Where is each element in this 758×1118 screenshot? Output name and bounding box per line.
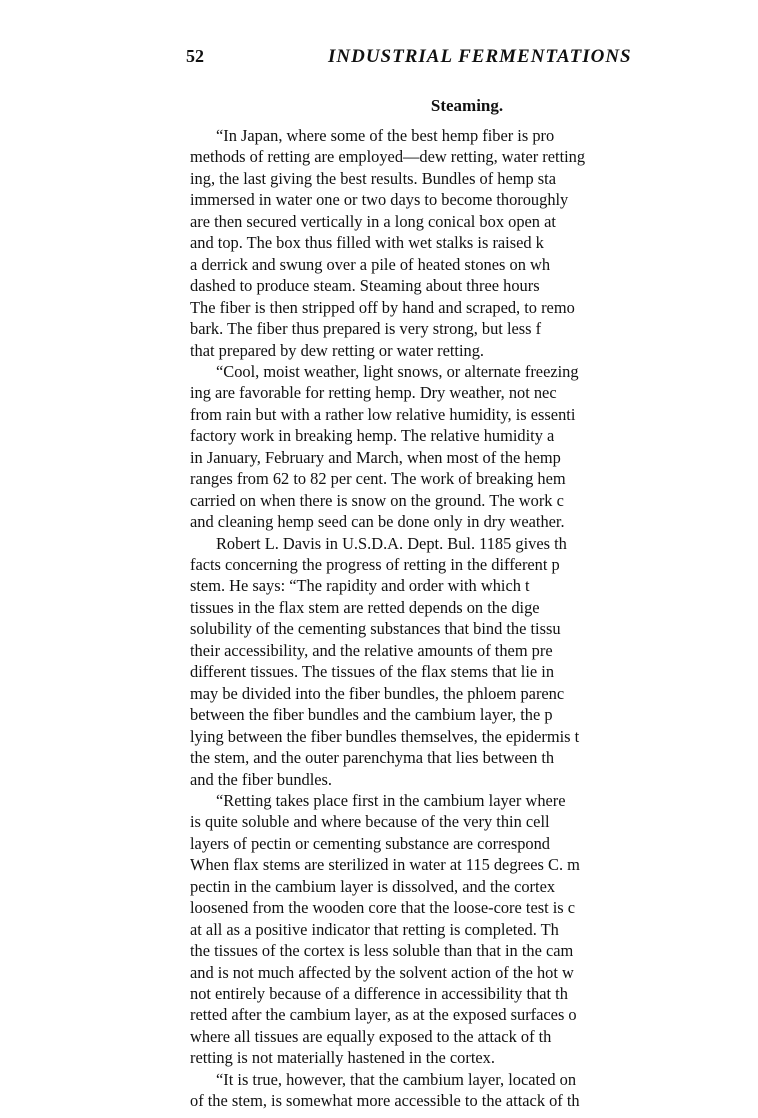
text-line: ranges from 62 to 82 per cent. The work of breaking hem xyxy=(190,469,566,489)
text-line: When flax stems are sterilized in water at 115 degrees C. m xyxy=(190,855,580,875)
text-line: and top. The box thus filled with wet stalks is raised k xyxy=(190,233,544,253)
text-line: tissues in the flax stem are retted depends on the dige xyxy=(190,597,540,617)
text-line: stem. He says: “The rapidity and order with which t xyxy=(190,576,530,596)
text-line: solubility of the cementing substances that bind the tissu xyxy=(190,619,561,639)
text-line: bark. The fiber thus prepared is very strong, but less f xyxy=(190,319,542,339)
text-line: retted after the cambium layer, as at the exposed surfaces o xyxy=(190,1005,577,1025)
text-line: lying between the fiber bundles themselves, the epidermis t xyxy=(190,726,580,746)
text-line: of the stem, is somewhat more accessible to the attack of th xyxy=(190,1091,580,1111)
text-line: and is not much affected by the solvent action of the hot w xyxy=(190,962,574,982)
text-line: ing are favorable for retting hemp. Dry weather, not nec xyxy=(190,383,557,403)
text-line: pectin in the cambium layer is dissolved, and the cortex xyxy=(190,876,556,896)
running-head: INDUSTRIAL FERMENTATIONS xyxy=(328,46,632,67)
text-line: their accessibility, and the relative amounts of them pre xyxy=(190,640,553,660)
text-line: at all as a positive indicator that retting is completed. Th xyxy=(190,919,559,939)
text-line: layers of pectin or cementing substance are correspond xyxy=(190,833,550,853)
text-line: from rain but with a rather low relative humidity, is essenti xyxy=(190,404,576,424)
text-line: carried on when there is snow on the ground. The work c xyxy=(190,490,564,510)
text-line: in January, February and March, when most of the hemp xyxy=(190,447,561,467)
text-line: that prepared by dew retting or water retting. xyxy=(190,340,485,360)
text-line: and the fiber bundles. xyxy=(190,769,333,789)
text-line: facts concerning the progress of retting in the different p xyxy=(190,555,560,574)
text-line: the stem, and the outer parenchyma that lies between th xyxy=(190,748,555,768)
text-line: a derrick and swung over a pile of heated stones on wh xyxy=(190,254,551,274)
page-header xyxy=(186,46,758,72)
page-number: 52 xyxy=(186,46,204,66)
text-line: not entirely because of a difference in accessibility that th xyxy=(190,984,568,1003)
text-line: immersed in water one or two days to become thoroughly xyxy=(190,190,569,210)
text-line: “Retting takes place first in the cambium layer where xyxy=(216,790,566,810)
text-line: between the fiber bundles and the cambium layer, the p xyxy=(190,705,553,725)
text-line: are then secured vertically in a long conical box open at xyxy=(190,211,556,231)
text-line: loosened from the wooden core that the loose-core test is c xyxy=(190,898,576,918)
text-line: the tissues of the cortex is less soluble than that in the cam xyxy=(190,941,574,961)
text-line: Robert L. Davis in U.S.D.A. Dept. Bul. 1185 gives th xyxy=(216,533,567,553)
text-line: and cleaning hemp seed can be done only in dry weather. xyxy=(190,512,565,532)
text-line: retting is not materially hastened in the cortex. xyxy=(190,1048,495,1068)
text-line: ing, the last giving the best results. Bundles of hemp sta xyxy=(190,168,557,188)
text-line: dashed to produce steam. Steaming about three hours xyxy=(190,276,540,296)
text-line: “It is true, however, that the cambium layer, located on xyxy=(216,1069,577,1089)
text-line: “In Japan, where some of the best hemp fiber is pro xyxy=(216,126,555,145)
text-line: may be divided into the fiber bundles, the phloem parenc xyxy=(190,683,565,703)
section-title: Steaming. xyxy=(430,96,504,115)
text-line: factory work in breaking hemp. The relative humidity a xyxy=(190,426,555,446)
text-line: is quite soluble and where because of the very thin cell xyxy=(190,812,550,832)
text-line: where all tissues are equally exposed to the attack of th xyxy=(190,1026,552,1046)
text-line: “Cool, moist weather, light snows, or alternate freezing xyxy=(216,361,579,381)
text-line: methods of retting are employed—dew retting, water retting xyxy=(190,147,586,167)
text-line: The fiber is then stripped off by hand and scraped, to remo xyxy=(190,297,575,317)
text-line: different tissues. The tissues of the flax stems that lie in xyxy=(190,662,555,682)
